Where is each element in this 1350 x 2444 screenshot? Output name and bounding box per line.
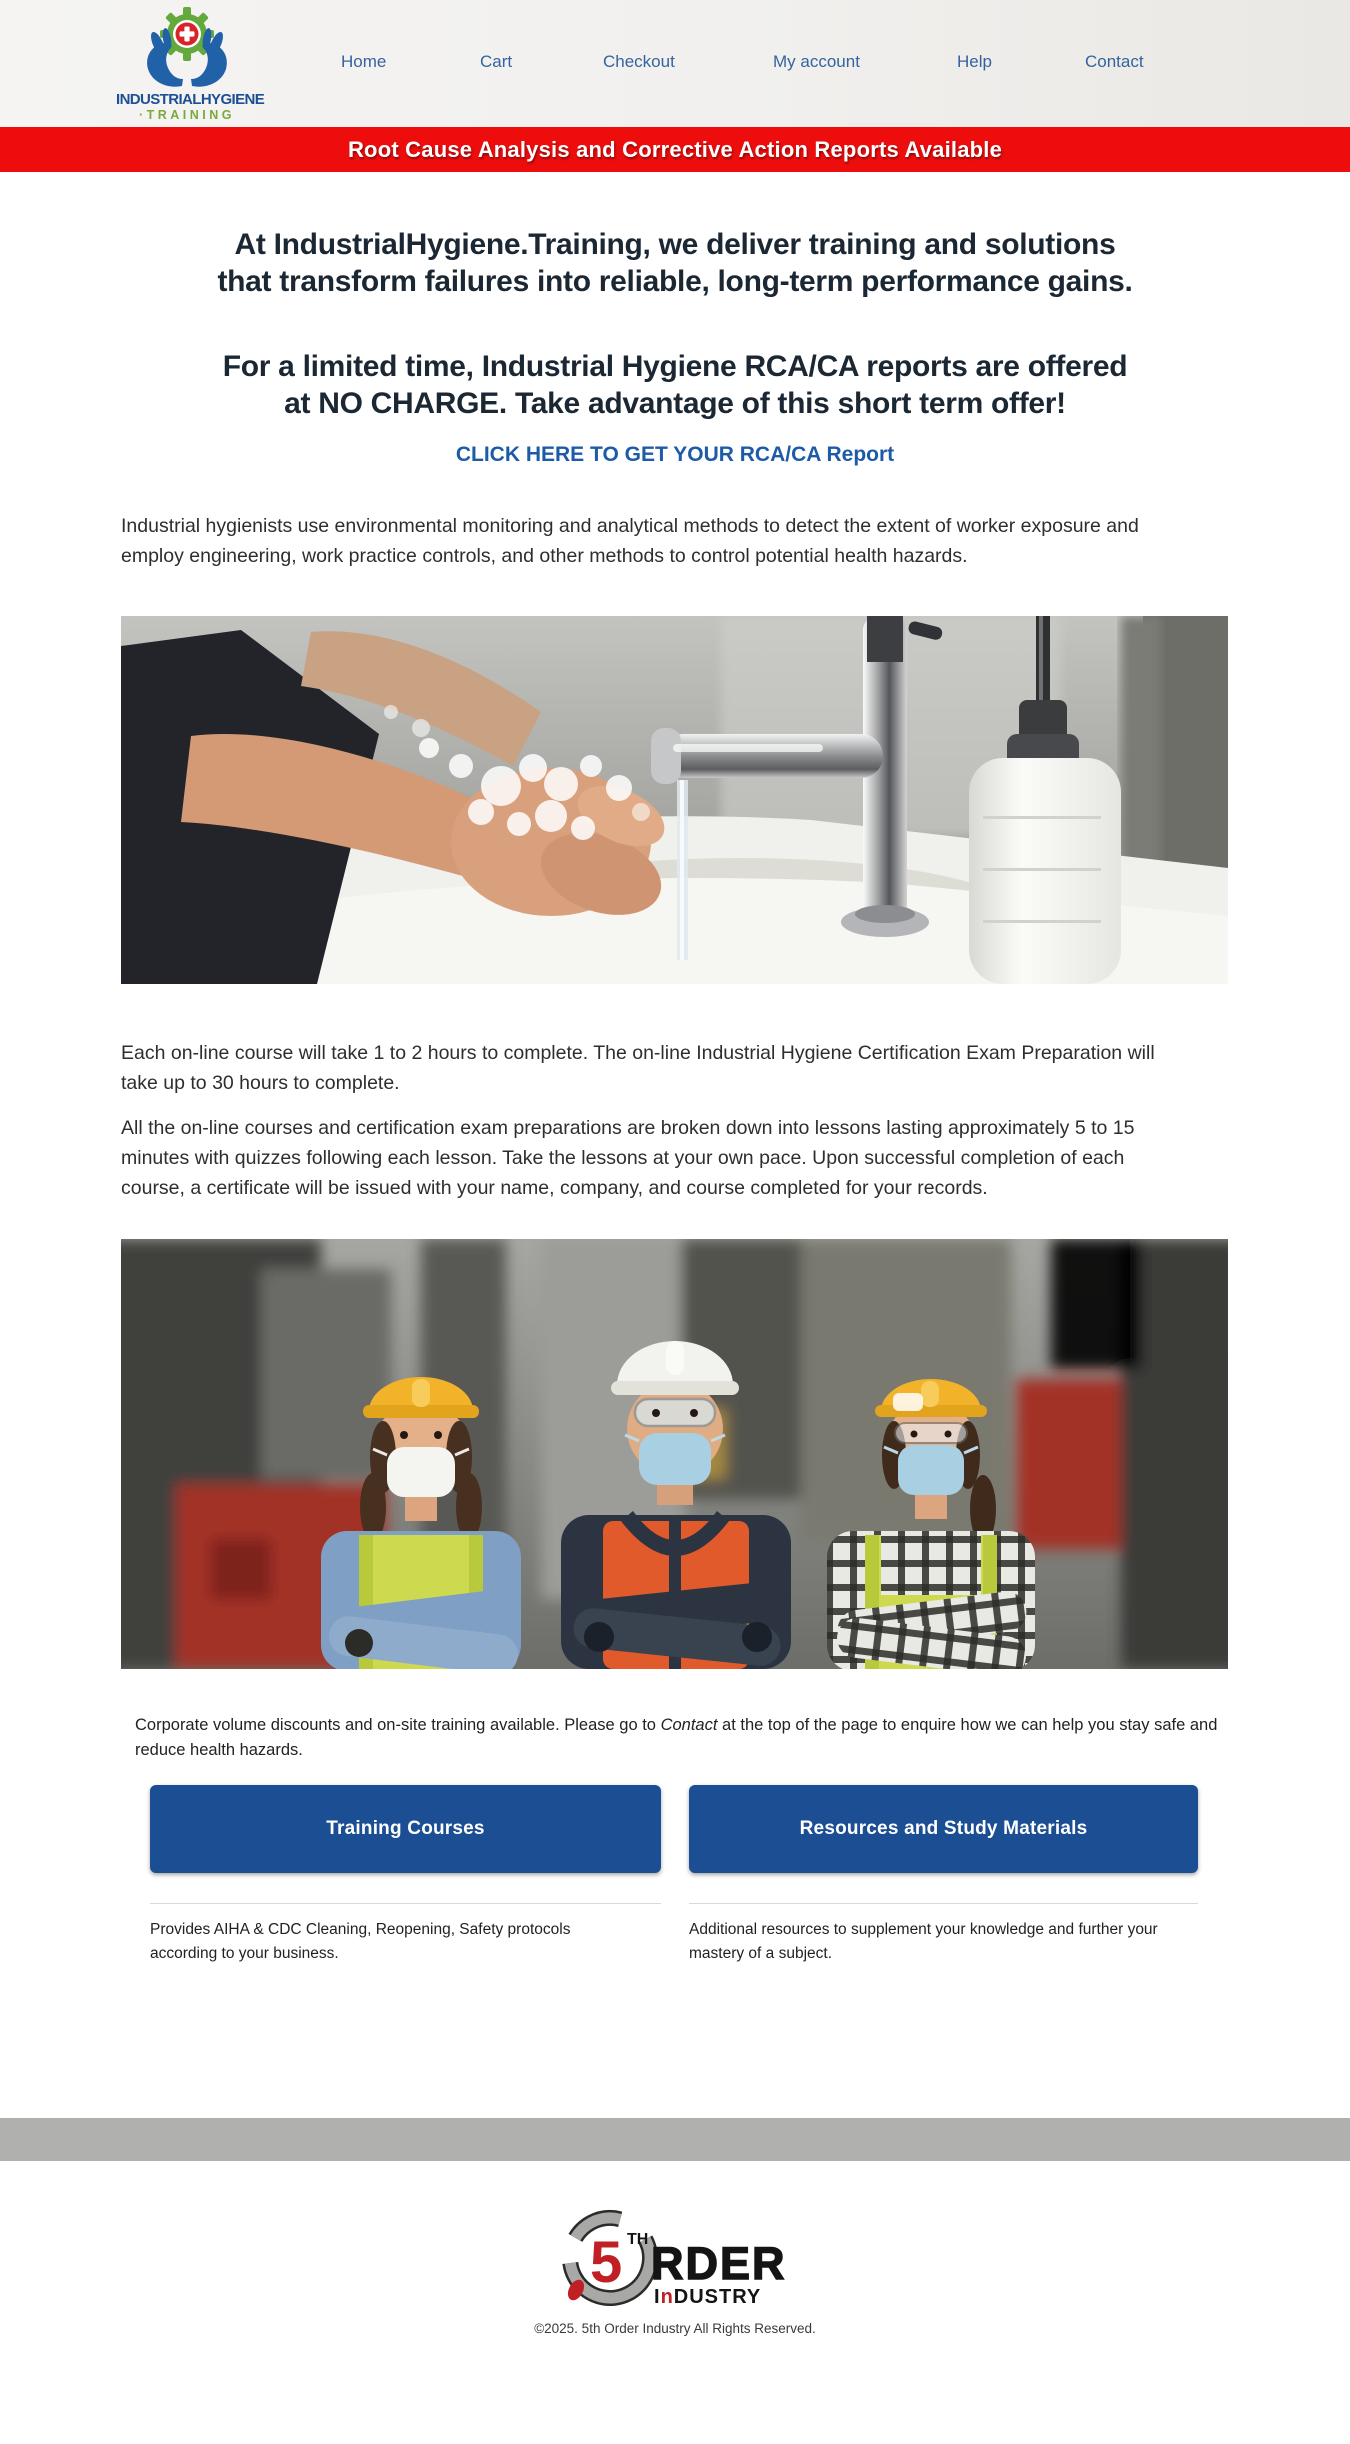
workers-photo — [121, 1239, 1228, 1669]
announcement-banner — [0, 127, 1350, 172]
nav-cart[interactable]: Cart — [480, 52, 513, 71]
lessons-paragraph: All the on-line courses and certification exam preparations are broken down into lessons lasting approximately 5 to 15 minutes with quizzes following each lesson. Take the lessons at your own pace. Upon successful completion of each course, a certificate will be issued with your name, company, and course completed for your records. — [121, 1117, 1135, 1199]
corporate-note-pre: Corporate volume discounts and on-site training available. Please go to — [135, 1716, 661, 1734]
announcement-text: Root Cause Analysis and Corrective Action Reports Available — [347, 136, 1003, 162]
training-courses-column — [150, 1785, 661, 1966]
logo-text-secondary: ·TRAINING — [138, 108, 236, 122]
resources-desc: Additional resources to supplement your knowledge and further your mastery of a subject. — [689, 1921, 1158, 1962]
logo-five: 5 — [590, 2230, 623, 2295]
corporate-note-post: at the top of the page to enquire how we can help you stay safe and reduce health hazards. — [135, 1716, 1218, 1759]
resources-button[interactable]: Resources and Study Materials — [689, 1785, 1198, 1873]
nav-home[interactable]: Home — [341, 52, 387, 71]
resources-divider — [689, 1903, 1198, 1904]
logo-industry-n: n — [660, 2286, 674, 2308]
logo-industry-i: I — [654, 2286, 661, 2308]
footer-divider-bar — [0, 2118, 1350, 2161]
training-courses-desc: Provides AIHA & CDC Cleaning, Reopening, Safety protocols according to your business. — [150, 1921, 571, 1962]
site-header — [0, 0, 1350, 127]
main-content — [0, 226, 1350, 1966]
rca-report-link[interactable]: CLICK HERE TO GET YOUR RCA/CA Report — [455, 443, 895, 466]
headline-primary — [0, 226, 1350, 300]
logo-order: RDER — [651, 2238, 787, 2289]
headline-offer — [0, 348, 1350, 422]
intro-paragraph: Industrial hygienists use environmental monitoring and analytical methods to detect the extent of worker exposure and employ engineering, work practice controls, and other methods to control potential health hazards. — [121, 515, 1139, 567]
training-courses-button[interactable]: Training Courses — [150, 1785, 661, 1873]
training-courses-divider — [150, 1903, 661, 1904]
logo-industry-rest: DUSTRY — [673, 2286, 762, 2308]
copyright-text: ©2025. 5th Order Industry All Rights Reserved. — [534, 2321, 816, 2336]
main-nav — [0, 0, 1350, 127]
fifth-order-industry-logo — [550, 2206, 800, 2315]
headline-primary-line1: At IndustrialHygiene.Training, we deliver training and solutions — [234, 228, 1116, 261]
nav-contact[interactable]: Contact — [1085, 52, 1144, 71]
headline-primary-line2: that transform failures into reliable, long-term performance gains. — [217, 265, 1133, 298]
courses-duration-paragraph: Each on-line course will take 1 to 2 hours to complete. The on-line Industrial Hygiene Certification Exam Preparation will take up to 30 hours to complete. — [121, 1042, 1155, 1094]
resources-column — [689, 1785, 1198, 1966]
handwashing-photo — [121, 616, 1228, 984]
headline-offer-line1: For a limited time, Industrial Hygiene RCA/CA reports are offered — [222, 350, 1128, 383]
logo-text-primary: INDUSTRIALHYGIENE — [116, 91, 265, 108]
corporate-note — [135, 1713, 1235, 1763]
headline-offer-line2: at NO CHARGE. Take advantage of this short term offer! — [284, 387, 1066, 420]
logo-th: TH — [627, 2231, 649, 2248]
cta-button-row — [150, 1785, 1198, 1966]
nav-my-account[interactable]: My account — [773, 52, 860, 71]
corporate-note-contact-word: Contact — [660, 1716, 718, 1734]
nav-help[interactable]: Help — [957, 52, 992, 71]
site-footer — [0, 2161, 1350, 2376]
nav-checkout[interactable]: Checkout — [603, 52, 675, 71]
svg-text:InDUSTRY — [654, 2286, 761, 2308]
fifth-order-ring-icon — [550, 2230, 800, 2314]
